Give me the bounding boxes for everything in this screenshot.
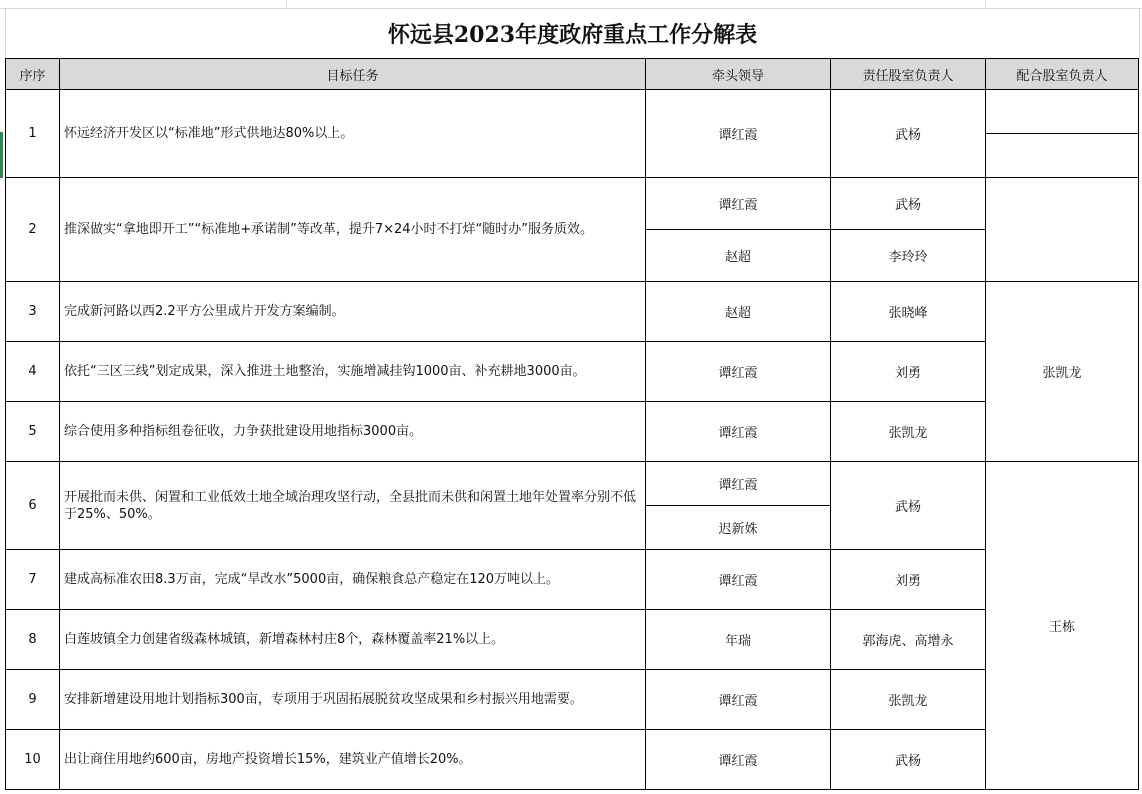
cell-seq[interactable]: 3 xyxy=(6,282,60,342)
cell-resp[interactable]: 刘勇 xyxy=(831,550,986,610)
cell-coop[interactable]: 王栋 xyxy=(986,462,1139,790)
cell-coop[interactable] xyxy=(986,134,1139,178)
header-task[interactable]: 目标任务 xyxy=(60,59,646,90)
cell-seq[interactable]: 7 xyxy=(6,550,60,610)
cell-resp[interactable]: 张晓峰 xyxy=(831,282,986,342)
cell-resp[interactable]: 张凯龙 xyxy=(831,670,986,730)
header-seq[interactable]: 序序 xyxy=(6,59,60,90)
cell-lead[interactable]: 谭红霞 xyxy=(646,342,831,402)
cell-seq[interactable]: 9 xyxy=(6,670,60,730)
cell-lead[interactable]: 谭红霞 xyxy=(646,730,831,790)
table-row xyxy=(6,178,1139,230)
sheet-gridline xyxy=(286,0,287,8)
cell-resp[interactable]: 刘勇 xyxy=(831,342,986,402)
cell-task[interactable]: 安排新增建设用地计划指标300亩，专项用于巩固拓展脱贫攻坚成果和乡村振兴用地需要。 xyxy=(60,670,646,730)
header-resp[interactable]: 责任股室负责人 xyxy=(831,59,986,90)
cell-lead[interactable]: 谭红霞 xyxy=(646,670,831,730)
cell-seq[interactable]: 10 xyxy=(6,730,60,790)
cell-lead[interactable]: 年瑞 xyxy=(646,610,831,670)
header-coop[interactable]: 配合股室负责人 xyxy=(986,59,1139,90)
cell-task[interactable]: 综合使用多种指标组卷征收，力争获批建设用地指标3000亩。 xyxy=(60,402,646,462)
cell-lead[interactable]: 谭红霞 xyxy=(646,90,831,178)
page-title: 怀远县2023年度政府重点工作分解表 xyxy=(5,8,1140,58)
cell-lead[interactable]: 谭红霞 xyxy=(646,550,831,610)
cell-task[interactable]: 白莲坡镇全力创建省级森林城镇，新增森林村庄8个，森林覆盖率21%以上。 xyxy=(60,610,646,670)
cell-task[interactable]: 怀远经济开发区以“标准地”形式供地达80%以上。 xyxy=(60,90,646,178)
cell-seq[interactable]: 8 xyxy=(6,610,60,670)
cell-task[interactable]: 推深做实“拿地即开工”“标准地+承诺制”等改革，提升7×24小时不打烊“随时办”服务质效。 xyxy=(60,178,646,282)
cell-seq[interactable]: 1 xyxy=(6,90,60,178)
table-row xyxy=(6,90,1139,134)
table-row xyxy=(6,670,1139,730)
cell-lead[interactable]: 谭红霞 xyxy=(646,178,831,230)
table-row xyxy=(6,730,1139,790)
cell-seq[interactable]: 5 xyxy=(6,402,60,462)
sheet-gridline xyxy=(985,0,986,8)
table-row xyxy=(6,550,1139,610)
cell-seq[interactable]: 4 xyxy=(6,342,60,402)
cell-resp[interactable]: 李玲玲 xyxy=(831,230,986,282)
cell-resp[interactable]: 武杨 xyxy=(831,178,986,230)
cell-lead[interactable]: 赵超 xyxy=(646,282,831,342)
cell-task[interactable]: 建成高标准农田8.3万亩，完成“旱改水”5000亩，确保粮食总产稳定在120万吨以上。 xyxy=(60,550,646,610)
cell-task[interactable]: 完成新河路以西2.2平方公里成片开发方案编制。 xyxy=(60,282,646,342)
cell-task[interactable]: 出让商住用地约600亩，房地产投资增长15%，建筑业产值增长20%。 xyxy=(60,730,646,790)
cell-lead[interactable]: 谭红霞 xyxy=(646,402,831,462)
cell-resp[interactable]: 郭海虎、高增永 xyxy=(831,610,986,670)
cell-seq[interactable]: 2 xyxy=(6,178,60,282)
header-row xyxy=(6,59,1139,90)
table-row xyxy=(6,342,1139,402)
table-row xyxy=(6,402,1139,462)
row-selection-marker xyxy=(0,132,3,178)
table-row xyxy=(6,462,1139,506)
table-row xyxy=(6,282,1139,342)
cell-resp[interactable]: 武杨 xyxy=(831,90,986,178)
cell-resp[interactable]: 武杨 xyxy=(831,730,986,790)
cell-lead[interactable]: 谭红霞 xyxy=(646,462,831,506)
header-lead[interactable]: 牵头领导 xyxy=(646,59,831,90)
cell-coop[interactable] xyxy=(986,178,1139,282)
table-row xyxy=(6,610,1139,670)
cell-task[interactable]: 开展批而未供、闲置和工业低效土地全域治理攻坚行动，全县批而未供和闲置土地年处置率分别不低于25%、50%。 xyxy=(60,462,646,550)
cell-task[interactable]: 依托“三区三线”划定成果，深入推进土地整治，实施增减挂钩1000亩、补充耕地3000亩。 xyxy=(60,342,646,402)
cell-lead[interactable]: 赵超 xyxy=(646,230,831,282)
cell-coop[interactable] xyxy=(986,90,1139,134)
task-table xyxy=(5,58,1139,790)
cell-coop[interactable]: 张凯龙 xyxy=(986,282,1139,462)
cell-resp[interactable]: 张凯龙 xyxy=(831,402,986,462)
cell-resp[interactable]: 武杨 xyxy=(831,462,986,550)
cell-seq[interactable]: 6 xyxy=(6,462,60,550)
cell-lead[interactable]: 迟新姝 xyxy=(646,506,831,550)
